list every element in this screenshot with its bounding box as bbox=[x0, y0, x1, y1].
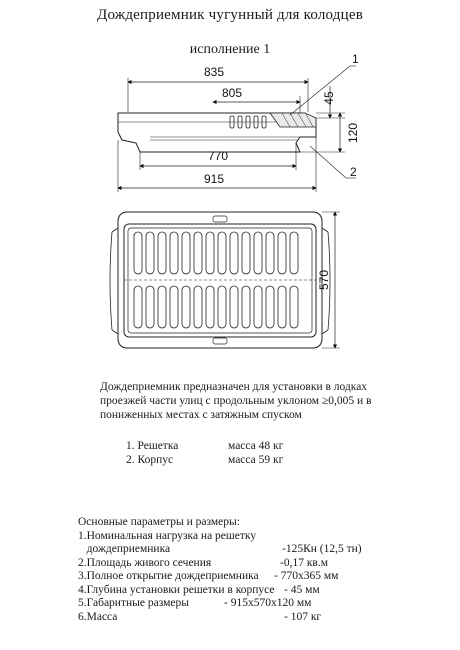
dim-805: 805 bbox=[221, 86, 243, 100]
param-row bbox=[78, 556, 328, 571]
description-text: Дождеприемник предназначен для установки в лодках проезжей части улиц с продольным уклоном ≥0,005 и в пониженных местах с затяжным спуском bbox=[100, 381, 372, 421]
dim-45: 45 bbox=[322, 91, 336, 105]
plan-view bbox=[110, 212, 340, 348]
param-label: 4.Глубина установки решетки в корпусе bbox=[78, 583, 275, 596]
param-row bbox=[78, 583, 320, 598]
param-value: - 107 кг bbox=[284, 610, 322, 623]
part-label: 1. Решетка bbox=[126, 440, 179, 452]
part-mass: масса 48 кг bbox=[228, 440, 284, 452]
callout-2: 2 bbox=[350, 165, 357, 179]
page-subtitle: исполнение 1 bbox=[189, 42, 271, 57]
param-label: 5.Габаритные размеры bbox=[78, 597, 189, 609]
param-value: -0,17 кв.м bbox=[280, 556, 328, 569]
dim-835: 835 bbox=[203, 65, 225, 79]
parts-list bbox=[126, 439, 283, 467]
part-label: 2. Корпус bbox=[126, 454, 174, 466]
dim-915: 915 bbox=[203, 172, 225, 186]
param-row bbox=[78, 543, 362, 557]
param-value: - 45 мм bbox=[284, 583, 320, 596]
parameters-list bbox=[78, 516, 362, 624]
param-label: 2.Площадь живого сечения bbox=[78, 556, 212, 569]
dim-120: 120 bbox=[346, 122, 360, 144]
param-label: 1.Номинальная нагрузка на решетку bbox=[78, 529, 257, 542]
param-value: - 770х365 мм bbox=[274, 570, 339, 582]
params-title: Основные параметры и размеры: bbox=[78, 516, 240, 528]
param-label: 6.Масса bbox=[78, 610, 118, 623]
dim-570: 570 bbox=[317, 269, 331, 291]
side-section-view bbox=[118, 66, 356, 192]
param-label: 3.Полное открытие дождеприемника bbox=[78, 570, 259, 582]
dim-770: 770 bbox=[207, 149, 229, 163]
param-row bbox=[78, 530, 274, 544]
param-row bbox=[78, 610, 322, 625]
param-value: -125Кн (12,5 тн) bbox=[282, 543, 362, 555]
part-mass: масса 59 кг bbox=[228, 454, 284, 466]
page-title: Дождеприемник чугунный для колодцев bbox=[97, 7, 363, 23]
param-label: дождеприемника bbox=[78, 543, 171, 555]
callout-1: 1 bbox=[352, 52, 359, 66]
part-row-grate bbox=[126, 439, 283, 453]
param-row bbox=[78, 570, 339, 584]
param-value: - 915х570х120 мм bbox=[224, 597, 312, 609]
part-row-body bbox=[126, 453, 283, 467]
param-row bbox=[78, 597, 312, 611]
